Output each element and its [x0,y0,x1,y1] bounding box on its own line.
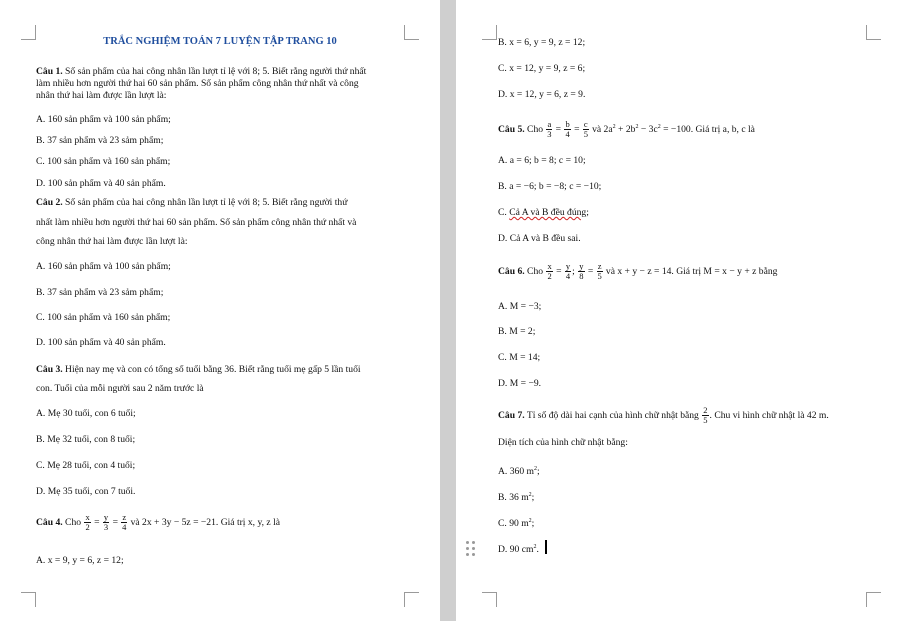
spellcheck-underlined-text[interactable]: Cả A và B đều đúng [509,207,587,218]
question-7-label: Câu 7. [498,410,525,421]
question-1-line-1: Câu 1. Số sản phẩm của hai công nhân lần lượt tỉ lệ với 8; 5. Biết rằng người thứ nhất [36,66,367,77]
question-7-line-1: Câu 7. Tỉ số độ dài hai cạnh của hình chữ nhật bằng $\frac{2}{5}$ . Chu vi hình chữ nhật là 42 m. [498,405,829,426]
question-3-option-a: A. Mẹ 30 tuổi, con 6 tuổi; [36,408,136,419]
question-2-option-c: C. 100 sản phẩm và 160 sản phẩm; [36,312,171,323]
question-3-option-d: D. Mẹ 35 tuổi, con 7 tuổi. [36,486,136,497]
question-7-line-2: Diện tích của hình chữ nhật bằng: [498,437,628,448]
fraction-x-over-2: $\frac{x}{2}$ [547,261,552,282]
question-4-option-b: B. x = 6, y = 9, z = 12; [498,37,586,48]
question-5-line-1: Câu 5. Cho $\frac{a}{3}$ = $\frac{b}{4}$ = $\frac{c}{5}$ và $2a^2 + 2b^2 - 3c^2 = -100$. Giá trị a, b, c là [498,119,755,140]
question-3-label: Câu 3. [36,364,63,375]
question-3-option-b: B. Mẹ 32 tuổi, con 8 tuổi; [36,434,136,445]
question-7-option-c: C. 90 $m^2$; [498,518,535,530]
question-3-line-1: Câu 3. Hiện nay mẹ và con có tổng số tuổi bằng 36. Biết rằng tuổi mẹ gấp 5 lần tuổi [36,364,361,375]
question-2-line-2: nhất làm nhiều hơn người thứ hai 60 sản phẩm. Số sản phẩm công nhân thứ nhất và [36,217,357,228]
question-6-option-b: B. M = 2; [498,326,536,337]
question-6-option-a: A. M = −3; [498,301,542,312]
fraction-a-over-3: $\frac{a}{3}$ [547,119,552,140]
question-3-line-2: con. Tuổi của mỗi người sau 2 năm trước là [36,383,204,394]
question-4-option-a: A. x = 9, y = 6, z = 12; [36,555,124,566]
question-1-line-2: làm nhiều hơn người thứ hai 60 sản phẩm. Số sản phẩm công nhân thứ nhất và công [36,78,359,89]
question-6-label: Câu 6. [498,266,525,277]
fraction-x-over-2: $\frac{x}{2}$ [85,512,90,533]
question-1-option-c: C. 100 sản phẩm và 160 sản phẩm; [36,156,171,167]
fraction-b-over-4: $\frac{b}{4}$ [565,119,570,140]
question-4-line-1: Câu 4. Cho $\frac{x}{2}$ = $\frac{y}{3}$ = $\frac{z}{4}$ và 2x + 3y − 5z = −21. Giá trị x, y, z là [36,512,281,533]
question-4-option-c: C. x = 12, y = 9, z = 6; [498,63,586,74]
crop-mark-bottom-left [482,592,497,607]
question-2-option-b: B. 37 sản phẩm và 23 sảm phẩm; [36,287,164,298]
question-1-label: Câu 1. [36,66,63,77]
page-title: TRẮC NGHIỆM TOÁN 7 LUYỆN TẬP TRANG 10 [103,36,337,47]
question-4-label: Câu 4. [36,517,63,528]
fraction-y-over-3: $\frac{y}{3}$ [103,512,109,533]
question-7-option-b: B. 36 $m^2$; [498,492,535,504]
question-7-option-d: D. 90 $cm^2$. [498,544,539,556]
text-cursor [545,540,547,554]
question-7-option-a: A. 360 $m^2$; [498,466,540,478]
document-page-left [0,0,440,621]
paragraph-drag-handle-icon[interactable] [466,541,476,559]
question-2-line-3: công nhân thứ hai làm được lần lượt là: [36,236,188,247]
question-4-option-d: D. x = 12, y = 6, z = 9. [498,89,586,100]
question-5-label: Câu 5. [498,124,525,136]
fraction-2-over-5: $\frac{2}{5}$ [703,405,708,426]
question-2-option-d: D. 100 sản phẩm và 40 sản phẩm. [36,337,166,348]
question-6-option-d: D. M = −9. [498,378,542,389]
crop-mark-top-left [482,25,497,40]
question-6-line-1: Câu 6. Cho $\frac{x}{2}$ = $\frac{y}{4}$ ; $\frac{y}{8}$ = $\frac{z}{5}$ và x + y − z = 14. Giá trị M = x − y + z bằng [498,261,778,282]
question-1-option-a: A. 160 sản phẩm và 100 sản phẩm; [36,114,171,125]
question-5-option-c: C. Cả A và B đều đúng; [498,207,589,218]
fraction-c-over-5: $\frac{c}{5}$ [583,119,588,140]
question-1-line-3: nhân thứ hai làm được lần lượt là: [36,90,167,101]
question-5-option-a: A. a = 6; b = 8; c = 10; [498,155,586,166]
fraction-z-over-4: $\frac{z}{4}$ [122,512,127,533]
fraction-y-over-8: $\frac{y}{8}$ [579,261,584,282]
question-2-option-a: A. 160 sản phẩm và 100 sản phẩm; [36,261,171,272]
question-3-option-c: C. Mẹ 28 tuổi, con 4 tuổi; [36,460,136,471]
question-5-option-b: B. a = −6; b = −8; c = −10; [498,181,602,192]
question-6-option-c: C. M = 14; [498,352,541,363]
question-2-label: Câu 2. [36,197,63,208]
crop-mark-bottom-right [404,592,419,607]
question-2-line-1: Câu 2. Số sản phẩm của hai công nhân lần lượt tỉ lệ với 8; 5. Biết rằng người thứ [36,197,348,208]
question-1-option-b: B. 37 sản phẩm và 23 sảm phẩm; [36,135,164,146]
question-1-option-d: D. 100 sản phẩm và 40 sản phẩm. [36,178,166,189]
fraction-y-over-4: $\frac{y}{4}$ [565,261,571,282]
crop-mark-top-right [866,25,881,40]
crop-mark-bottom-right [866,592,881,607]
page-gap [440,0,456,621]
crop-mark-bottom-left [21,592,36,607]
fraction-z-over-5: $\frac{z}{5}$ [597,261,602,282]
question-5-option-d: D. Cả A và B đều sai. [498,233,581,244]
document-page-right [456,0,900,621]
